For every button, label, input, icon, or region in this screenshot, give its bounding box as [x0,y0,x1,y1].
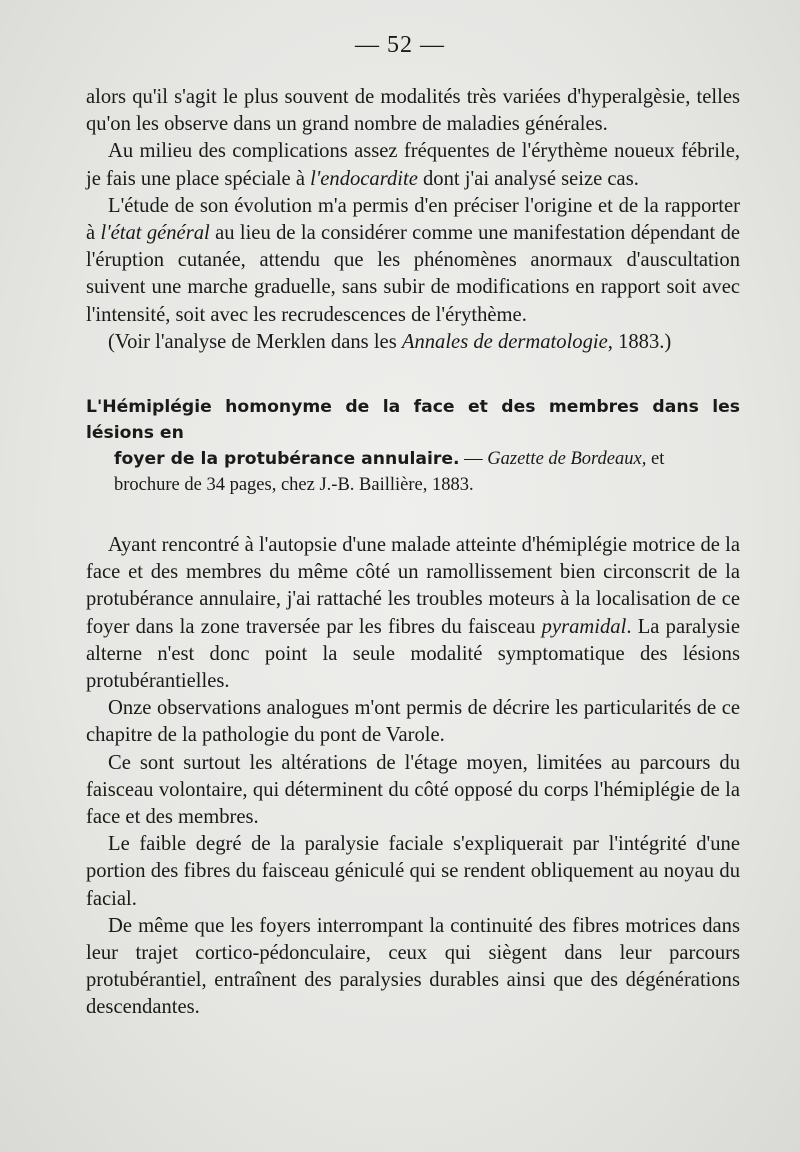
emphasis-text: l'état général [100,222,210,245]
paragraph-text: dont j'ai analysé seize cas. [417,167,639,190]
paragraph [86,913,740,1022]
paragraph [86,831,740,913]
emphasis-text: Annales de dermatologie [401,330,608,353]
paragraph [86,138,740,192]
publication-journal: Gazette de Bordeaux, [487,449,647,470]
paragraph-text: Ce sont surtout les altérations de l'étage moyen, limitées au parcours du faisceau volontaire, qui déterminent du côté opposé du corps l'hémiplégie de la face et des membres. [86,751,740,829]
publication-title-line2: foyer de la protubérance annulaire. [114,449,460,470]
paragraph-text: Le faible degré de la paralysie faciale s'expliquerait par l'intégrité d'une portion des fibres du faisceau géniculé qui se rendent obliquement au noyau du facial. [86,833,740,910]
paragraph-text: au lieu de la considérer comme une manifestation dépendant de l'éruption cutanée, attendu que les phénomènes anormaux d'auscultation suivent une marche graduelle, sans subir de modifications en rapport soit avec l'intensité, soit avec les recrudescences de l'érythème. [86,222,741,326]
paragraph [86,193,740,329]
section-spacer [86,356,740,394]
paragraph [86,84,740,138]
publication-details: brochure de 34 pages, chez J.-B. Baillière, 1883. [114,475,474,496]
paragraph [86,532,740,695]
paragraph-text: alors qu'il s'agit le plus souvent de modalités très variées d'hyperalgèsie, telles qu'on les observe dans un grand nombre de maladies générales. [86,86,740,136]
emphasis-text: pyramidal [541,615,627,638]
paragraph-text: , 1883.) [607,330,672,353]
publication-dash: — [459,449,488,470]
paragraph-text: Onze observations analogues m'ont permis de décrire les particularités de ce chapitre de la pathologie du pont de Varole. [86,697,740,747]
paragraph-text: . La paralysie alterne n'est donc point la seule modalité symptomatique des lésions protubérantielles. [86,615,741,693]
paragraph-text: Au milieu des complications assez fréquentes de l'érythème noueux fébrile, je fais une place spéciale à [86,140,740,190]
paragraph [86,750,740,832]
paragraph-text: Ayant rencontré à l'autopsie d'une malade atteinte d'hémiplégie motrice de la face et des membres du même côté un ramollissement bien circonscrit de la protubérance annulaire, j'ai rattaché les troubles moteurs à la localisation de ce foyer dans la zone traversée par les fibres du faisceau [86,534,740,638]
publication-title-continuation [86,446,740,472]
emphasis-text: l'endocardite [310,167,418,190]
paragraph [86,695,740,749]
page-number: — 52 — [355,32,445,58]
publication-rest: et [646,449,665,470]
paragraph-text: (Voir l'analyse de Merklen dans les [108,330,402,353]
page-content [86,84,740,1022]
paragraph-text: L'étude de son évolution m'a permis d'en préciser l'origine et de la rapporter à [86,194,740,245]
paragraph-text: De même que les foyers interrompant la continuité des fibres motrices dans leur trajet cortico-pédonculaire, ceux qui siègent dans leur parcours protubérantiel, entraînent des paralysies durables ainsi que des dégénérations descendantes. [86,914,740,1019]
paragraph [86,329,740,356]
section-spacer [86,498,740,532]
publication-entry [86,394,740,498]
publication-title-line1: L'Hémiplégie homonyme de la face et des membres dans les lésions en [86,397,740,444]
